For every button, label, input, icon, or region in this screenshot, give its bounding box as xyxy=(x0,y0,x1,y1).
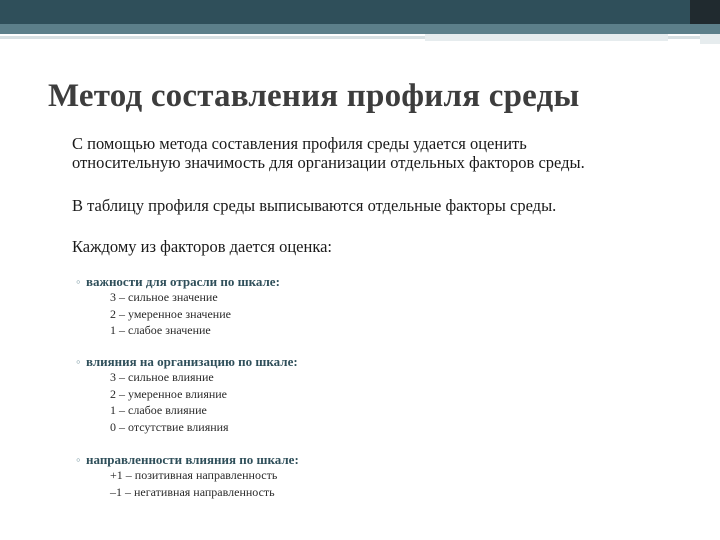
criterion-direction xyxy=(76,452,299,468)
scale-item: 1 – слабое значение xyxy=(110,323,211,337)
importance-scale xyxy=(110,289,231,339)
criterion-label: направленности влияния по шкале: xyxy=(86,452,299,467)
scale-item: 0 – отсутствие влияния xyxy=(110,419,229,434)
scale-item: 1 – слабое влияние xyxy=(110,403,207,417)
scale-item: +1 – позитивная направленность xyxy=(110,468,278,482)
slide-title: Метод составления профиля среды xyxy=(48,78,580,114)
table-paragraph: В таблицу профиля среды выписываются отдельные факторы среды. xyxy=(72,196,557,215)
scale-item: 2 – умеренное значение xyxy=(110,306,231,321)
header-bar xyxy=(0,0,720,24)
criterion-label: влияния на организацию по шкале: xyxy=(86,354,298,369)
bullet-mark: ◦ xyxy=(76,452,81,467)
intro-paragraph: С помощью метода составления профиля среды удается оценить относительную значимость для организации отдельных факторов среды. xyxy=(72,134,585,172)
header-bar-end xyxy=(690,0,720,24)
header-tab-accent-right xyxy=(700,34,720,44)
influence-scale xyxy=(110,369,229,435)
criterion-influence xyxy=(76,354,298,370)
bullet-mark: ◦ xyxy=(76,354,81,369)
criterion-label: важности для отрасли по шкале: xyxy=(86,274,280,289)
scale-item: 3 – сильное значение xyxy=(110,290,218,304)
scale-item: –1 – негативная направленность xyxy=(110,484,275,499)
bullet-mark: ◦ xyxy=(76,274,81,289)
header-tab-accent xyxy=(425,34,668,41)
scale-item: 3 – сильное влияние xyxy=(110,370,214,384)
assessment-paragraph: Каждому из факторов дается оценка: xyxy=(72,237,333,256)
criterion-importance xyxy=(76,274,280,290)
header-band xyxy=(0,24,720,34)
direction-scale xyxy=(110,467,277,500)
scale-item: 2 – умеренное влияние xyxy=(110,386,228,401)
